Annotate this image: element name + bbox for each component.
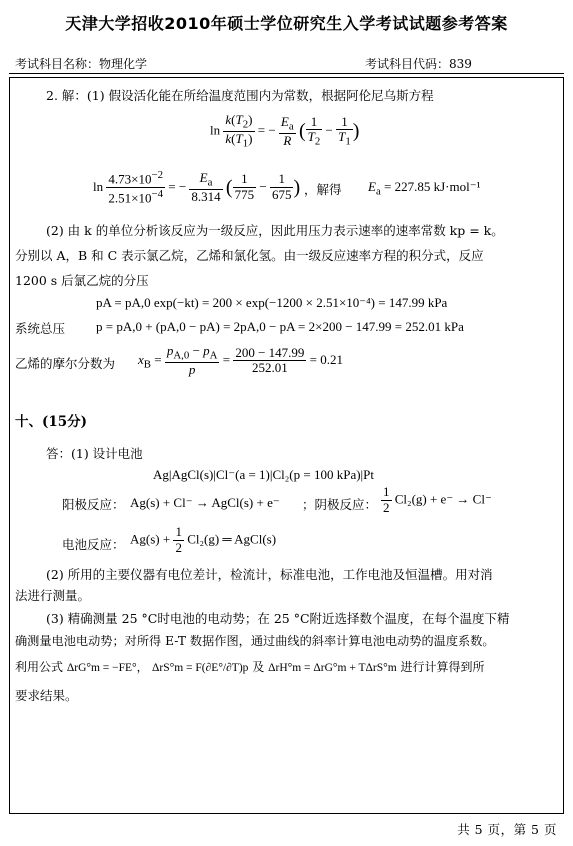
header-rule bbox=[9, 73, 564, 74]
p2-line2: (2) 由 k 的单位分析该反应为一级反应，因此用压力表示速率的速率常数 kp = k。 bbox=[46, 223, 504, 238]
mole-fraction-label: 乙烯的摩尔分数为 bbox=[15, 356, 116, 371]
part2-line2: 法进行测量。 bbox=[15, 588, 91, 603]
mole-fraction-value: = 0.21 bbox=[309, 351, 344, 367]
cell-reaction-label: 电池反应： bbox=[62, 537, 125, 552]
enthalpy-formula: ΔrH°m = ΔrG°m + TΔrS°m bbox=[268, 662, 397, 674]
page-title: 天津大学招收2010年硕士学位研究生入学考试试题参考答案 bbox=[65, 14, 508, 33]
total-pressure-equation: p = pA,0 + (pA,0 − pA) = 2pA,0 − pA = 2×200 − 147.99 = 252.01 kPa bbox=[96, 319, 464, 334]
cell-reaction-suffix: Cl₂(g) ═ AgCl(s) bbox=[187, 531, 277, 547]
section-heading: 十、(15分) bbox=[15, 414, 88, 430]
part3-line4: 要求结果。 bbox=[15, 688, 78, 703]
cathode-equation: $\frac{1}{2}$ Cl₂(g) + e⁻ → Cl⁻ bbox=[383, 484, 492, 515]
p2-line3: 分别以 A，B 和 C 表示氯乙烷，乙烯和氯化氢。由一级反应速率方程的积分式，反应 bbox=[15, 248, 484, 263]
anode-equation: Ag(s) + Cl⁻ → AgCl(s) + e⁻ bbox=[130, 495, 280, 510]
answer-line1: 答：(1) 设计电池 bbox=[46, 446, 143, 461]
part2-line1: (2) 所用的主要仪器有电位差计，检流计，标准电池，工作电池及恒温槽。用对消 bbox=[46, 567, 493, 582]
arrhenius-numeric: ln $\frac{4.73\times 10^{-2}}{2.51\times 10^{-4}}$ = − $\frac{E_a}{8.314}$ ( $\frac{1}{775}$ − $\frac{1}{675}$ ) bbox=[93, 169, 301, 206]
cell-reaction-equation: Ag(s) + $\frac{1}{2}$ Cl₂(g) ═ AgCl(s) bbox=[130, 524, 277, 555]
part3-line2: 确测量电池电动势；对所得 E-T 数据作图，通过曲线的斜率计算电池电动势的温度系数。 bbox=[15, 634, 495, 648]
p2-line1: 2. 解：(1) 假设活化能在所给温度范围内为常数，根据阿伦尼乌斯方程 bbox=[46, 88, 434, 103]
cathode-equation-text: Cl₂(g) + e⁻ → Cl⁻ bbox=[394, 491, 492, 507]
cell-reaction-prefix: Ag(s) + bbox=[130, 531, 171, 547]
part3-line1: (3) 精确测量 25 °C时电池的电动势；在 25 °C附近选择数个温度，在每个温度下精 bbox=[46, 611, 510, 626]
gibbs-formula: ΔrG°m = −FE°， bbox=[66, 662, 149, 674]
formula-intro: 利用公式 bbox=[15, 660, 64, 674]
ea-value: = 227.85 kJ·mol⁻¹ bbox=[384, 179, 481, 194]
solve-text: ，解得 bbox=[304, 182, 342, 197]
partial-pressure-equation: pA = pA,0 exp(−kt) = 200 × exp(−1200 × 2.51×10⁻⁴) = 147.99 kPa bbox=[96, 295, 448, 310]
cell-notation: Ag|AgCl(s)|Cl⁻(a = 1)|Cl₂(p = 100 kPa)|Pt bbox=[153, 467, 374, 482]
subject-name: 考试科目名称：物理化学 bbox=[15, 57, 148, 71]
anode-label: 阳极反应： bbox=[62, 497, 125, 512]
ea-result: $E_a = 227.85$ kJ·mol⁻¹ bbox=[368, 179, 481, 198]
entropy-formula: ΔrS°m = F(∂E°/∂T)p bbox=[152, 662, 249, 674]
total-pressure-label: 系统总压 bbox=[15, 321, 66, 336]
and-text: 及 bbox=[252, 660, 265, 674]
page-footer: 共 5 页，第 5 页 bbox=[457, 822, 557, 837]
formula-outro: 进行计算得到所 bbox=[400, 660, 485, 674]
mole-fraction-equation: $x_B$ = $\frac{p_{A,0} - p_A}{p}$ = $\frac{200 - 147.99}{252.01}$ = 0.21 bbox=[138, 343, 344, 378]
arrhenius-equation: ln $\frac{k(T_2)}{k(T_1)}$ = − $\frac{E_a}{R}$ ( $\frac{1}{T_2}$ − $\frac{1}{T_1}$ ) bbox=[210, 112, 360, 150]
cathode-label: ；阴极反应： bbox=[302, 497, 378, 512]
p2-line4: 1200 s 后氯乙烷的分压 bbox=[15, 273, 149, 288]
part3-line3 bbox=[15, 658, 485, 675]
subject-code: 考试科目代码：839 bbox=[365, 57, 472, 71]
